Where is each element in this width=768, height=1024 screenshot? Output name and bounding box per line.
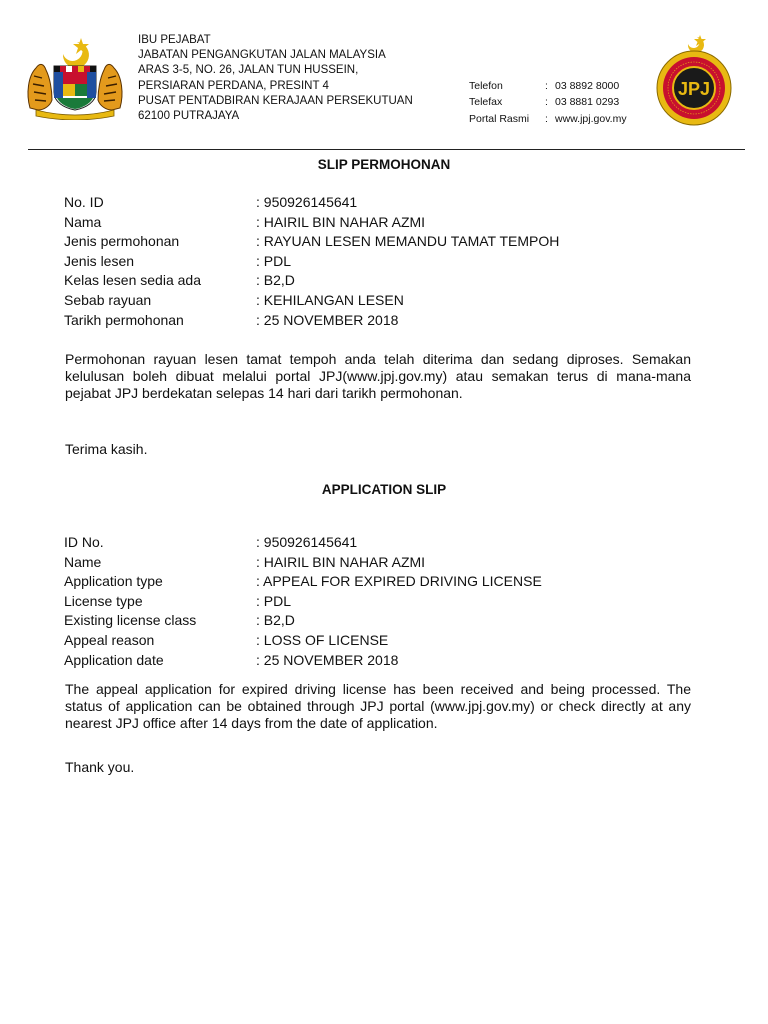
contact-label: Telefon — [469, 80, 503, 92]
field-label: Kelas lesen sedia ada — [64, 272, 201, 289]
address-line: JABATAN PENGANGKUTAN JALAN MALAYSIA — [138, 49, 386, 62]
contact-value: www.jpj.gov.my — [555, 112, 627, 125]
left-tiger — [28, 64, 52, 110]
field-row — [64, 631, 542, 651]
field-row — [64, 572, 542, 592]
field-row — [64, 232, 559, 252]
field-label: Existing license class — [64, 612, 197, 629]
shield — [54, 66, 96, 110]
field-row — [64, 592, 542, 612]
contact-value: 03 8892 8000 — [555, 80, 620, 92]
field-row — [64, 311, 559, 331]
field-value: : KEHILANGAN LESEN — [256, 291, 404, 308]
field-row — [64, 193, 559, 213]
english-fields — [64, 533, 542, 670]
field-value: : PDL — [256, 592, 292, 609]
address-line: PERSIARAN PERDANA, PRESINT 4 — [138, 79, 329, 92]
header-divider — [28, 149, 745, 150]
slip-title-english: APPLICATION SLIP — [321, 482, 447, 497]
field-value: : PDL — [256, 252, 292, 269]
field-label: Jenis permohonan — [64, 233, 180, 250]
contact-row-telefax — [469, 94, 627, 110]
field-row — [64, 651, 542, 671]
field-row — [64, 533, 542, 553]
address-line: 62100 PUTRAJAYA — [138, 110, 240, 123]
logo-crest — [688, 35, 706, 53]
field-label: No. ID — [64, 194, 104, 210]
contact-separator: : — [545, 96, 548, 109]
field-value: : RAYUAN LESEN MEMANDU TAMAT TEMPOH — [256, 233, 560, 250]
address-line: IBU PEJABAT — [138, 34, 211, 46]
field-label: Nama — [64, 213, 102, 230]
right-tiger — [98, 64, 122, 110]
field-label: Appeal reason — [64, 631, 155, 648]
motto-scroll — [36, 110, 114, 120]
malay-closing: Terima kasih. — [65, 441, 148, 457]
field-value: : 950926145641 — [256, 534, 358, 550]
field-label: License type — [64, 592, 143, 609]
crest-star-crescent — [63, 38, 89, 68]
field-value: : HAIRIL BIN NAHAR AZMI — [256, 553, 426, 570]
contact-row-telefon — [469, 78, 627, 94]
contact-block — [469, 78, 627, 127]
field-row — [64, 252, 559, 272]
jpj-logo-text: JPJ — [677, 79, 711, 99]
field-value: : 25 NOVEMBER 2018 — [256, 311, 399, 328]
address-line: PUSAT PENTADBIRAN KERAJAAN PERSEKUTUAN — [138, 94, 413, 107]
field-label: Name — [64, 553, 102, 570]
contact-separator: : — [545, 112, 548, 125]
english-paragraph: The appeal application for expired driving license has been received and being processed. The status of application can be obtained through JPJ portal (www.jpj.gov.my) or check directly at any nearest JPJ office after 14 days from the date of application. — [65, 681, 691, 731]
slip-title-malay: SLIP PERMOHONAN — [317, 157, 451, 172]
contact-row-portal — [469, 111, 627, 127]
field-value: : 950926145641 — [256, 194, 358, 210]
english-closing: Thank you. — [65, 759, 135, 775]
jpj-logo — [644, 34, 744, 126]
field-row — [64, 611, 542, 631]
field-row — [64, 291, 559, 311]
field-row — [64, 271, 559, 291]
field-value: : LOSS OF LICENSE — [256, 631, 389, 648]
field-row — [64, 213, 559, 233]
field-value: : APPEAL FOR EXPIRED DRIVING LICENSE — [256, 573, 542, 590]
malay-fields — [64, 193, 559, 330]
field-value: : B2,D — [256, 272, 295, 289]
field-label: Sebab rayuan — [64, 291, 152, 308]
field-value: : B2,D — [256, 612, 295, 629]
field-label: Application type — [64, 573, 163, 590]
contact-label: Telefax — [469, 96, 503, 109]
field-label: Tarikh permohonan — [64, 311, 184, 328]
field-value: : HAIRIL BIN NAHAR AZMI — [256, 213, 426, 230]
field-label: ID No. — [64, 534, 104, 550]
field-label: Application date — [64, 651, 164, 668]
contact-value: 03 8881 0293 — [555, 96, 620, 109]
address-line: ARAS 3-5, NO. 26, JALAN TUN HUSSEIN, — [138, 64, 359, 77]
malay-paragraph: Permohonan rayuan lesen tamat tempoh anda telah diterima dan sedang diproses. Semakan kelulusan boleh dibuat melalui portal JPJ(www.jpj.gov.my) atau semakan terus di mana-mana pejabat JPJ berdekatan selepas 14 hari dari tarikh permohonan. — [65, 351, 691, 401]
contact-label: Portal Rasmi — [469, 112, 530, 125]
contact-separator: : — [545, 80, 548, 92]
field-row — [64, 553, 542, 573]
field-value: : 25 NOVEMBER 2018 — [256, 651, 399, 668]
address-block — [138, 33, 413, 124]
field-label: Jenis lesen — [64, 252, 135, 269]
coat-of-arms-logo — [22, 34, 128, 120]
